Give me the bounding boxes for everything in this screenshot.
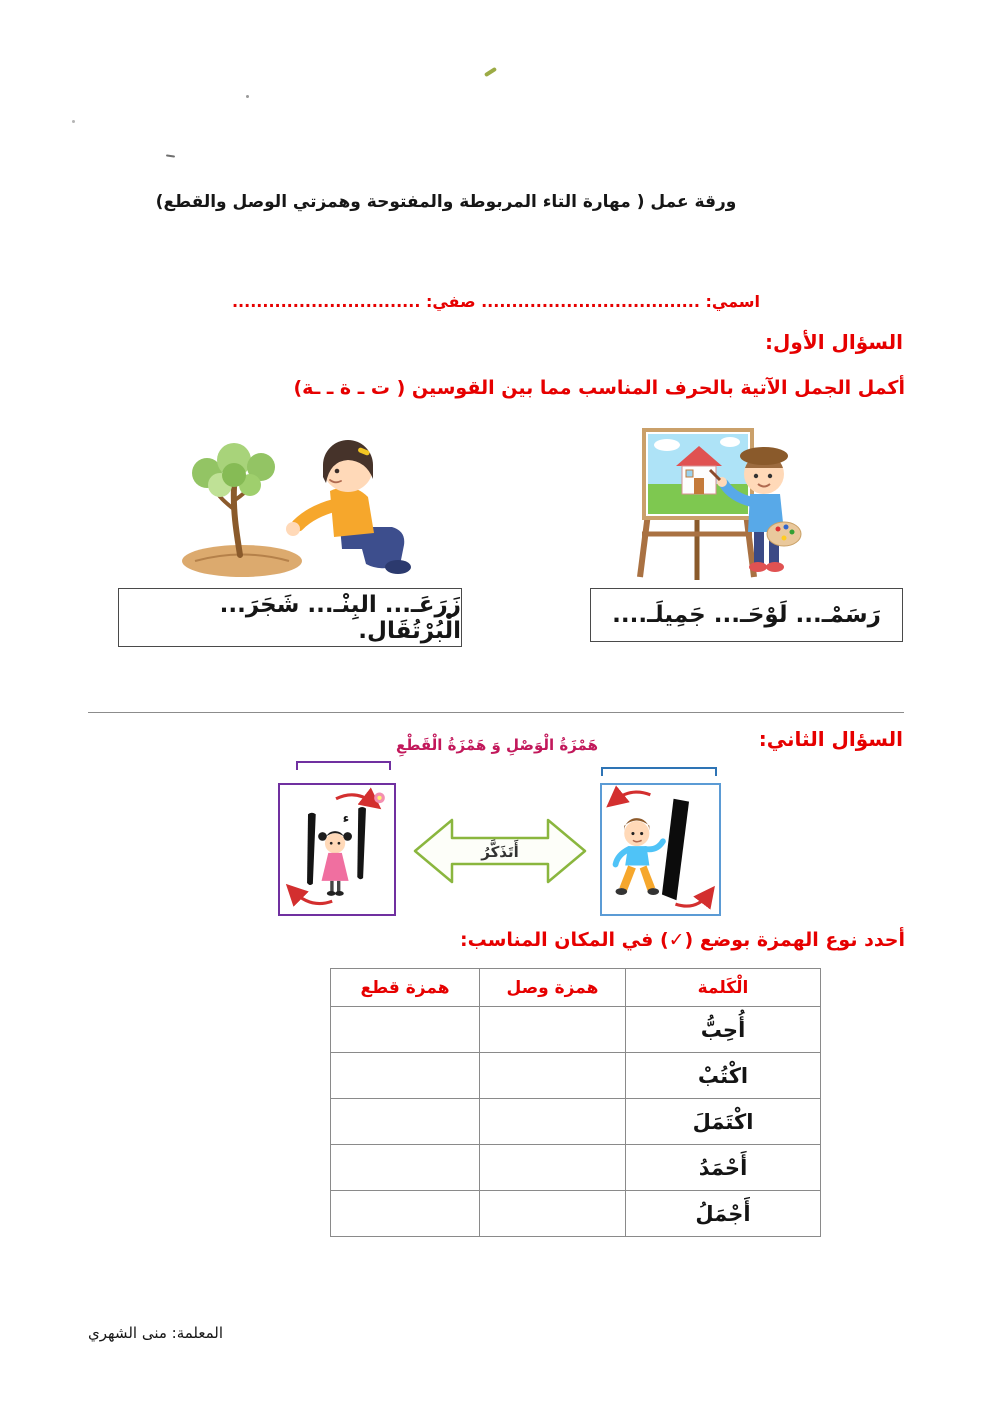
table-row bbox=[331, 1099, 821, 1145]
qat-answer-cell[interactable] bbox=[331, 1007, 480, 1053]
wasl-answer-cell[interactable] bbox=[480, 1099, 626, 1145]
column-header-hamza-wasl: همزة وصل bbox=[480, 969, 626, 1007]
word-cell: أَحْمَدُ bbox=[626, 1145, 821, 1191]
blue-bracket-decoration bbox=[601, 767, 717, 776]
girl-planting-tree-illustration bbox=[160, 415, 430, 585]
answer-box-girl-sentence[interactable]: زَرَعَـ... البِنْـ... شَجَرَ... الْبُرْتُقَال. bbox=[118, 588, 462, 647]
section-divider bbox=[88, 712, 904, 713]
purple-bracket-decoration bbox=[296, 761, 391, 770]
column-header-hamza-qat: همزة قطع bbox=[331, 969, 480, 1007]
teacher-signature: المعلمة: منى الشهري bbox=[88, 1324, 224, 1342]
question2-label: السؤال الثاني: bbox=[758, 727, 903, 751]
worksheet-title: ورقة عمل ( مهارة التاء المربوطة والمفتوحة وهمزتي الوصل والقطع) bbox=[155, 192, 737, 212]
question1-instruction: أكمل الجمل الآتية بالحرف المناسب مما بين القوسين ( ت ـ ة ـ ـة) bbox=[293, 377, 905, 399]
question2-instruction: أحدد نوع الهمزة بوضع (✓) في المكان المناسب: bbox=[459, 929, 905, 951]
name-class-fill-line[interactable]: اسمي: .................................... صفي: ............................... bbox=[231, 292, 761, 311]
table-row bbox=[331, 1007, 821, 1053]
table-header-row bbox=[331, 969, 821, 1007]
hamza-qat-example-box bbox=[278, 783, 396, 916]
table-row bbox=[331, 1191, 821, 1237]
table-row bbox=[331, 1145, 821, 1191]
svg-text:ء: ء bbox=[342, 809, 350, 825]
word-cell: أَجْمَلُ bbox=[626, 1191, 821, 1237]
remember-label: أَتَذَكَّرُ bbox=[481, 843, 519, 861]
hamza-classification-table bbox=[330, 968, 821, 1237]
hamza-heading: هَمْزَةُ الْوَصْلِ وَ هَمْزَةُ الْقَطْعِ bbox=[396, 736, 598, 754]
qat-answer-cell[interactable] bbox=[331, 1053, 480, 1099]
wasl-answer-cell[interactable] bbox=[480, 1007, 626, 1053]
scan-artifact-dash bbox=[166, 154, 175, 157]
question1-label: السؤال الأول: bbox=[765, 330, 903, 354]
hamza-wasl-example-box bbox=[600, 783, 721, 916]
wasl-answer-cell[interactable] bbox=[480, 1191, 626, 1237]
remember-double-arrow bbox=[412, 808, 588, 894]
column-header-word: الْكَلمة bbox=[626, 969, 821, 1007]
table-row bbox=[331, 1053, 821, 1099]
scan-artifact-leaf bbox=[484, 67, 497, 77]
qat-answer-cell[interactable] bbox=[331, 1191, 480, 1237]
word-cell: أُحِبُّ bbox=[626, 1007, 821, 1053]
qat-answer-cell[interactable] bbox=[331, 1099, 480, 1145]
scan-artifact-dot bbox=[246, 95, 249, 98]
answer-box-boy-sentence[interactable]: رَسَمْـ... لَوْحَـ... جَمِيلَـ.... bbox=[590, 588, 903, 642]
word-cell: اكْتُبْ bbox=[626, 1053, 821, 1099]
boy-painting-illustration bbox=[612, 412, 807, 587]
qat-answer-cell[interactable] bbox=[331, 1145, 480, 1191]
wasl-answer-cell[interactable] bbox=[480, 1053, 626, 1099]
wasl-answer-cell[interactable] bbox=[480, 1145, 626, 1191]
word-cell: اكْتَمَلَ bbox=[626, 1099, 821, 1145]
scan-artifact-dot bbox=[72, 120, 75, 123]
